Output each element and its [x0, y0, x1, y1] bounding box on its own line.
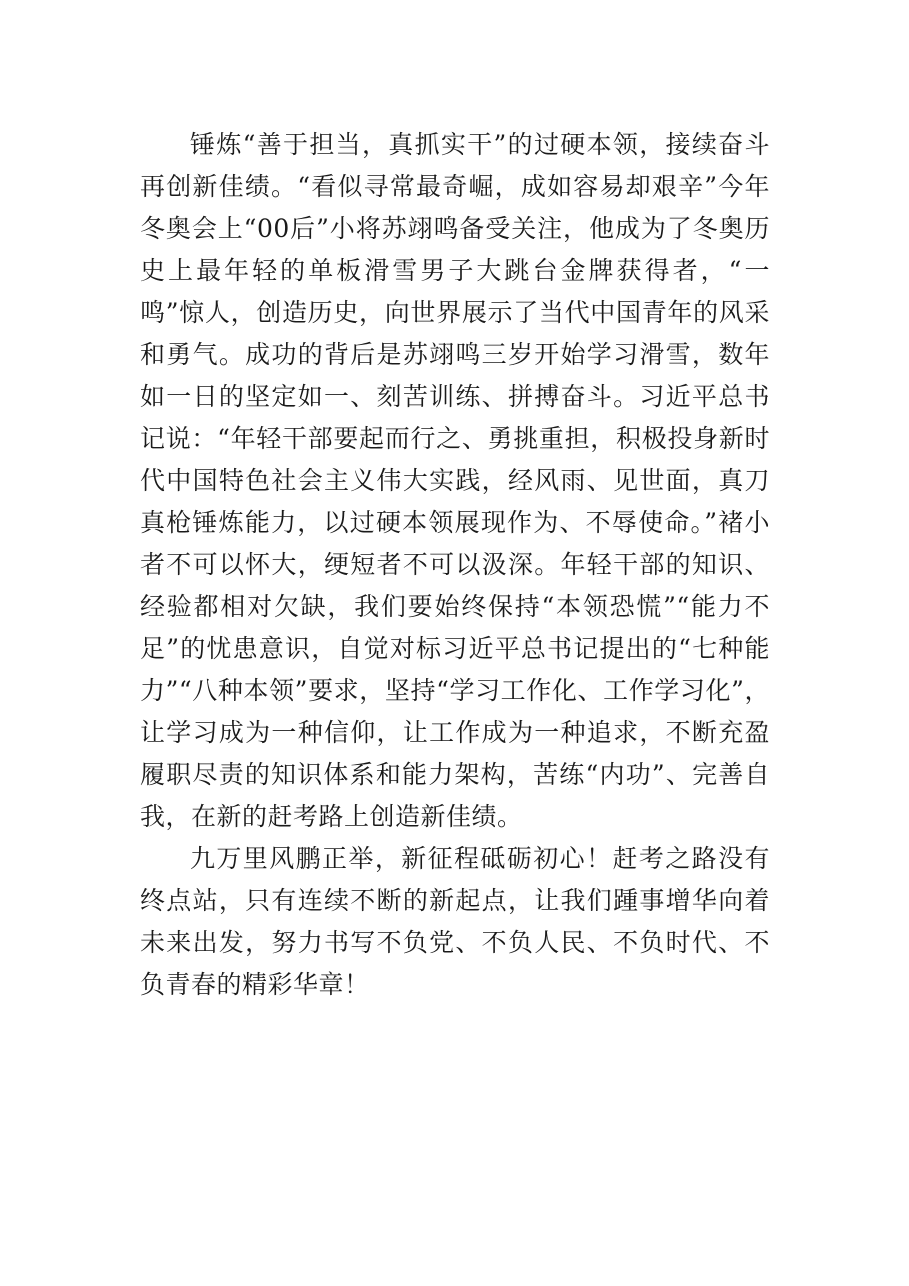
- document-body: [140, 124, 770, 1006]
- paragraph-1: 锤炼“善于担当，真抓实干”的过硬本领，接续奋斗再创新佳绩。“看似寻常最奇崛，成如容易却艰辛”今年冬奥会上“00后”小将苏翊鸣备受关注，他成为了冬奥历史上最年轻的单板滑雪男子大跳台金牌获得者，“一鸣”惊人，创造历史，向世界展示了当代中国青年的风采和勇气。成功的背后是苏翊鸣三岁开始学习滑雪，数年如一日的坚定如一、刻苦训练、拼搏奋斗。习近平总书记说：“年轻干部要起而行之、勇挑重担，积极投身新时代中国特色社会主义伟大实践，经风雨、见世面，真刀真枪锤炼能力，以过硬本领展现作为、不辱使命。”褚小者不可以怀大，绠短者不可以汲深。年轻干部的知识、经验都相对欠缺，我们要始终保持“本领恐慌”“能力不足”的忧患意识，自觉对标习近平总书记提出的“七种能力”“八种本领”要求，坚持“学习工作化、工作学习化”，让学习成为一种信仰，让工作成为一种追求，不断充盈履职尽责的知识体系和能力架构，苦练“内功”、完善自我，在新的赶考路上创造新佳绩。: [140, 130, 770, 831]
- paragraph-2: 九万里风鹏正举，新征程砥砺初心！赶考之路没有终点站，只有连续不断的新起点，让我们踵事增华向着未来出发，努力书写不负党、不负人民、不负时代、不负青春的精彩华章！: [140, 844, 770, 999]
